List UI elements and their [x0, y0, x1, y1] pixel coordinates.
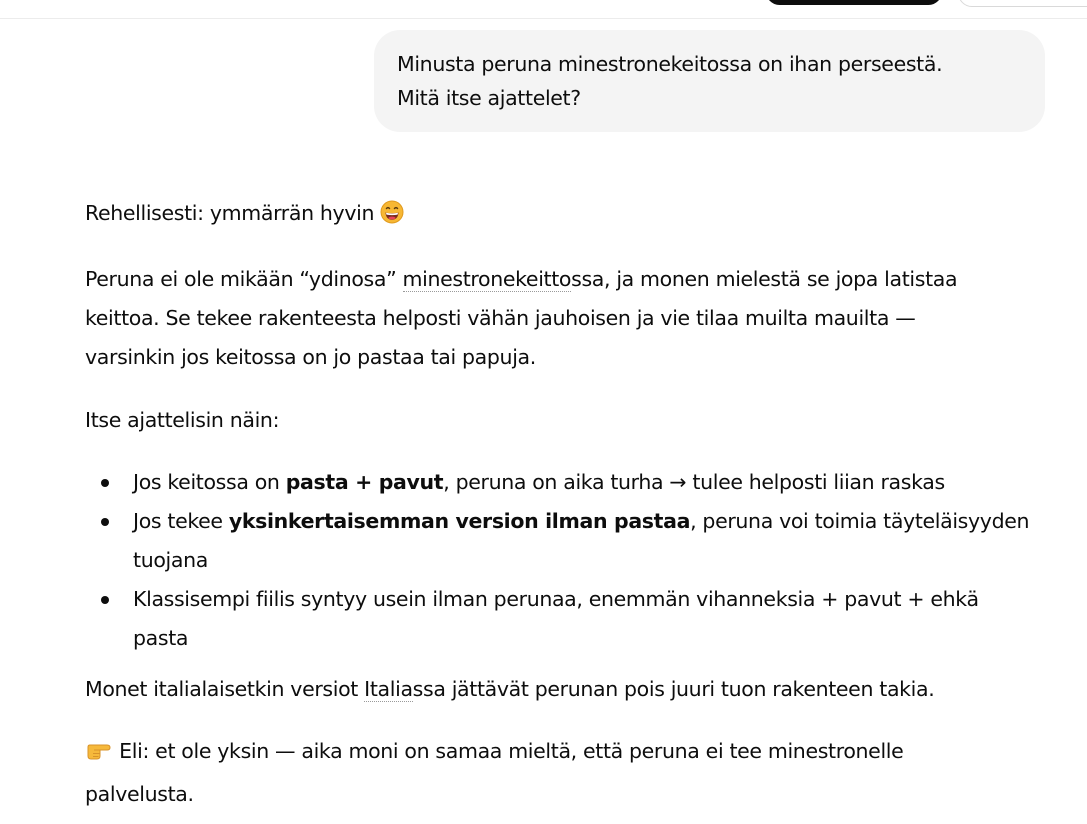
bullet-item — [85, 502, 1055, 580]
assistant-paragraph — [85, 670, 1055, 709]
paragraph-line — [85, 732, 1055, 775]
bullet-list — [85, 463, 1055, 658]
paragraph-line: keittoa. Se tekee rakenteesta helposti vähän jauhoisen ja vie tilaa muilta mauilta — — [85, 306, 916, 330]
minestrone-link[interactable]: minestronekeitto — [402, 267, 572, 291]
italia-link[interactable]: Italia — [364, 677, 413, 701]
text-span: ssa, ja monen mielestä se jopa latistaa — [571, 267, 958, 291]
text-span: Eli: et ole yksin — aika moni on samaa mieltä, että peruna ei tee minestronelle — [113, 739, 904, 763]
bullet-line — [133, 463, 1055, 502]
text-span: , peruna on aika turha → tulee helposti liian raskas — [443, 470, 945, 494]
bullet-dot-icon — [101, 596, 109, 604]
pointing-hand-icon — [85, 736, 113, 775]
bold-text: yksinkertaisemman version ilman pastaa — [228, 509, 691, 533]
top-secondary-button[interactable] — [958, 0, 1087, 7]
bullet-item — [85, 463, 1055, 502]
assistant-paragraph — [85, 732, 1055, 814]
paragraph-line: varsinkin jos keitossa on jo pastaa tai papuja. — [85, 345, 536, 369]
text-span: Peruna ei ole mikään “ydinosa” — [85, 267, 403, 291]
bullet-line — [133, 502, 1055, 541]
paragraph-line — [85, 260, 1055, 299]
text-span: , peruna voi toimia täyteläisyyden — [690, 509, 1030, 533]
user-message-line: Minusta peruna minestronekeitossa on ihan perseestä. — [397, 52, 943, 76]
bold-text: pasta + pavut — [285, 470, 444, 494]
paragraph-line: palvelusta. — [85, 782, 194, 806]
text-span: Jos tekee — [133, 509, 229, 533]
assistant-text: Rehellisesti: ymmärrän hyvin — [85, 201, 375, 225]
assistant-paragraph: Itse ajattelisin näin: — [85, 408, 280, 432]
bullet-line: Klassisempi fiilis syntyy usein ilman perunaa, enemmän vihanneksia + pavut + ehkä — [133, 587, 979, 611]
bullet-dot-icon — [101, 518, 109, 526]
assistant-paragraph — [85, 260, 1055, 377]
assistant-paragraph — [85, 193, 1055, 237]
text-span: Jos keitossa on — [133, 470, 286, 494]
top-bar — [0, 0, 1087, 19]
bullet-line: tuojana — [133, 548, 208, 572]
text-span: ssa jättävät perunan pois juuri tuon rakenteen takia. — [412, 677, 935, 701]
assistant-message — [85, 193, 1055, 814]
bullet-item — [85, 580, 1055, 658]
top-primary-button[interactable] — [766, 0, 942, 5]
text-span: Monet italialaisetkin versiot — [85, 677, 365, 701]
bullet-dot-icon — [101, 479, 109, 487]
user-message-bubble — [374, 30, 1045, 132]
bullet-line: pasta — [133, 626, 189, 650]
user-message-line: Mitä itse ajattelet? — [397, 86, 581, 110]
grinning-face-icon — [380, 197, 404, 237]
